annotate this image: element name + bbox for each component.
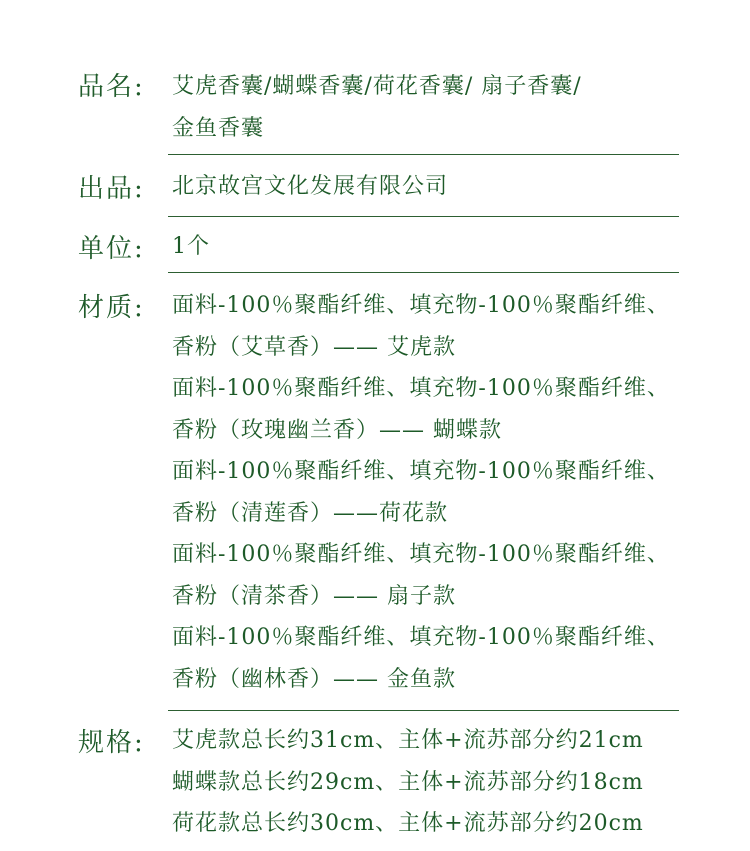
divider — [168, 272, 679, 273]
unit-value — [172, 226, 682, 268]
name-line: 艾虎香囊/蝴蝶香囊/荷花香囊/ 扇子香囊/ — [172, 74, 582, 99]
material-line: 香粉（玫瑰幽兰香）—— 蝴蝶款 — [172, 417, 502, 443]
unit-label: 单位: — [78, 234, 145, 264]
material-label: 材质: — [78, 293, 145, 323]
producer-value — [172, 166, 682, 208]
divider — [168, 216, 679, 217]
producer-label: 出品: — [78, 174, 145, 204]
name-label: 品名: — [78, 72, 145, 102]
size-line: 艾虎款总长约31cm、主体+流苏部分约21cm — [172, 728, 644, 753]
material-line: 香粉（清莲香）——荷花款 — [172, 500, 449, 526]
divider — [168, 710, 679, 711]
size-value — [172, 720, 682, 845]
material-line: 面料-100％聚酯纤维、填充物-100％聚酯纤维、 — [172, 459, 670, 484]
size-line: 蝴蝶款总长约29cm、主体+流苏部分约18cm — [172, 769, 644, 795]
size-label: 规格: — [78, 728, 145, 758]
material-line: 面料-100％聚酯纤维、填充物-100％聚酯纤维、 — [172, 376, 670, 401]
material-line: 面料-100％聚酯纤维、填充物-100％聚酯纤维、 — [172, 625, 670, 650]
divider — [168, 154, 679, 155]
material-line: 面料-100％聚酯纤维、填充物-100％聚酯纤维、 — [172, 542, 670, 567]
name-value — [172, 66, 682, 149]
material-line: 香粉（清茶香）—— 扇子款 — [172, 583, 456, 609]
unit-line: 1个 — [172, 234, 210, 259]
size-line: 荷花款总长约30cm、主体+流苏部分约20cm — [172, 811, 644, 836]
material-line: 香粉（幽林香）—— 金鱼款 — [172, 666, 456, 692]
material-line: 香粉（艾草香）—— 艾虎款 — [172, 334, 456, 360]
material-line: 面料-100％聚酯纤维、填充物-100％聚酯纤维、 — [172, 293, 670, 318]
producer-line: 北京故宫文化发展有限公司 — [172, 174, 449, 199]
material-value — [172, 285, 682, 700]
name-line: 金鱼香囊 — [172, 115, 265, 141]
